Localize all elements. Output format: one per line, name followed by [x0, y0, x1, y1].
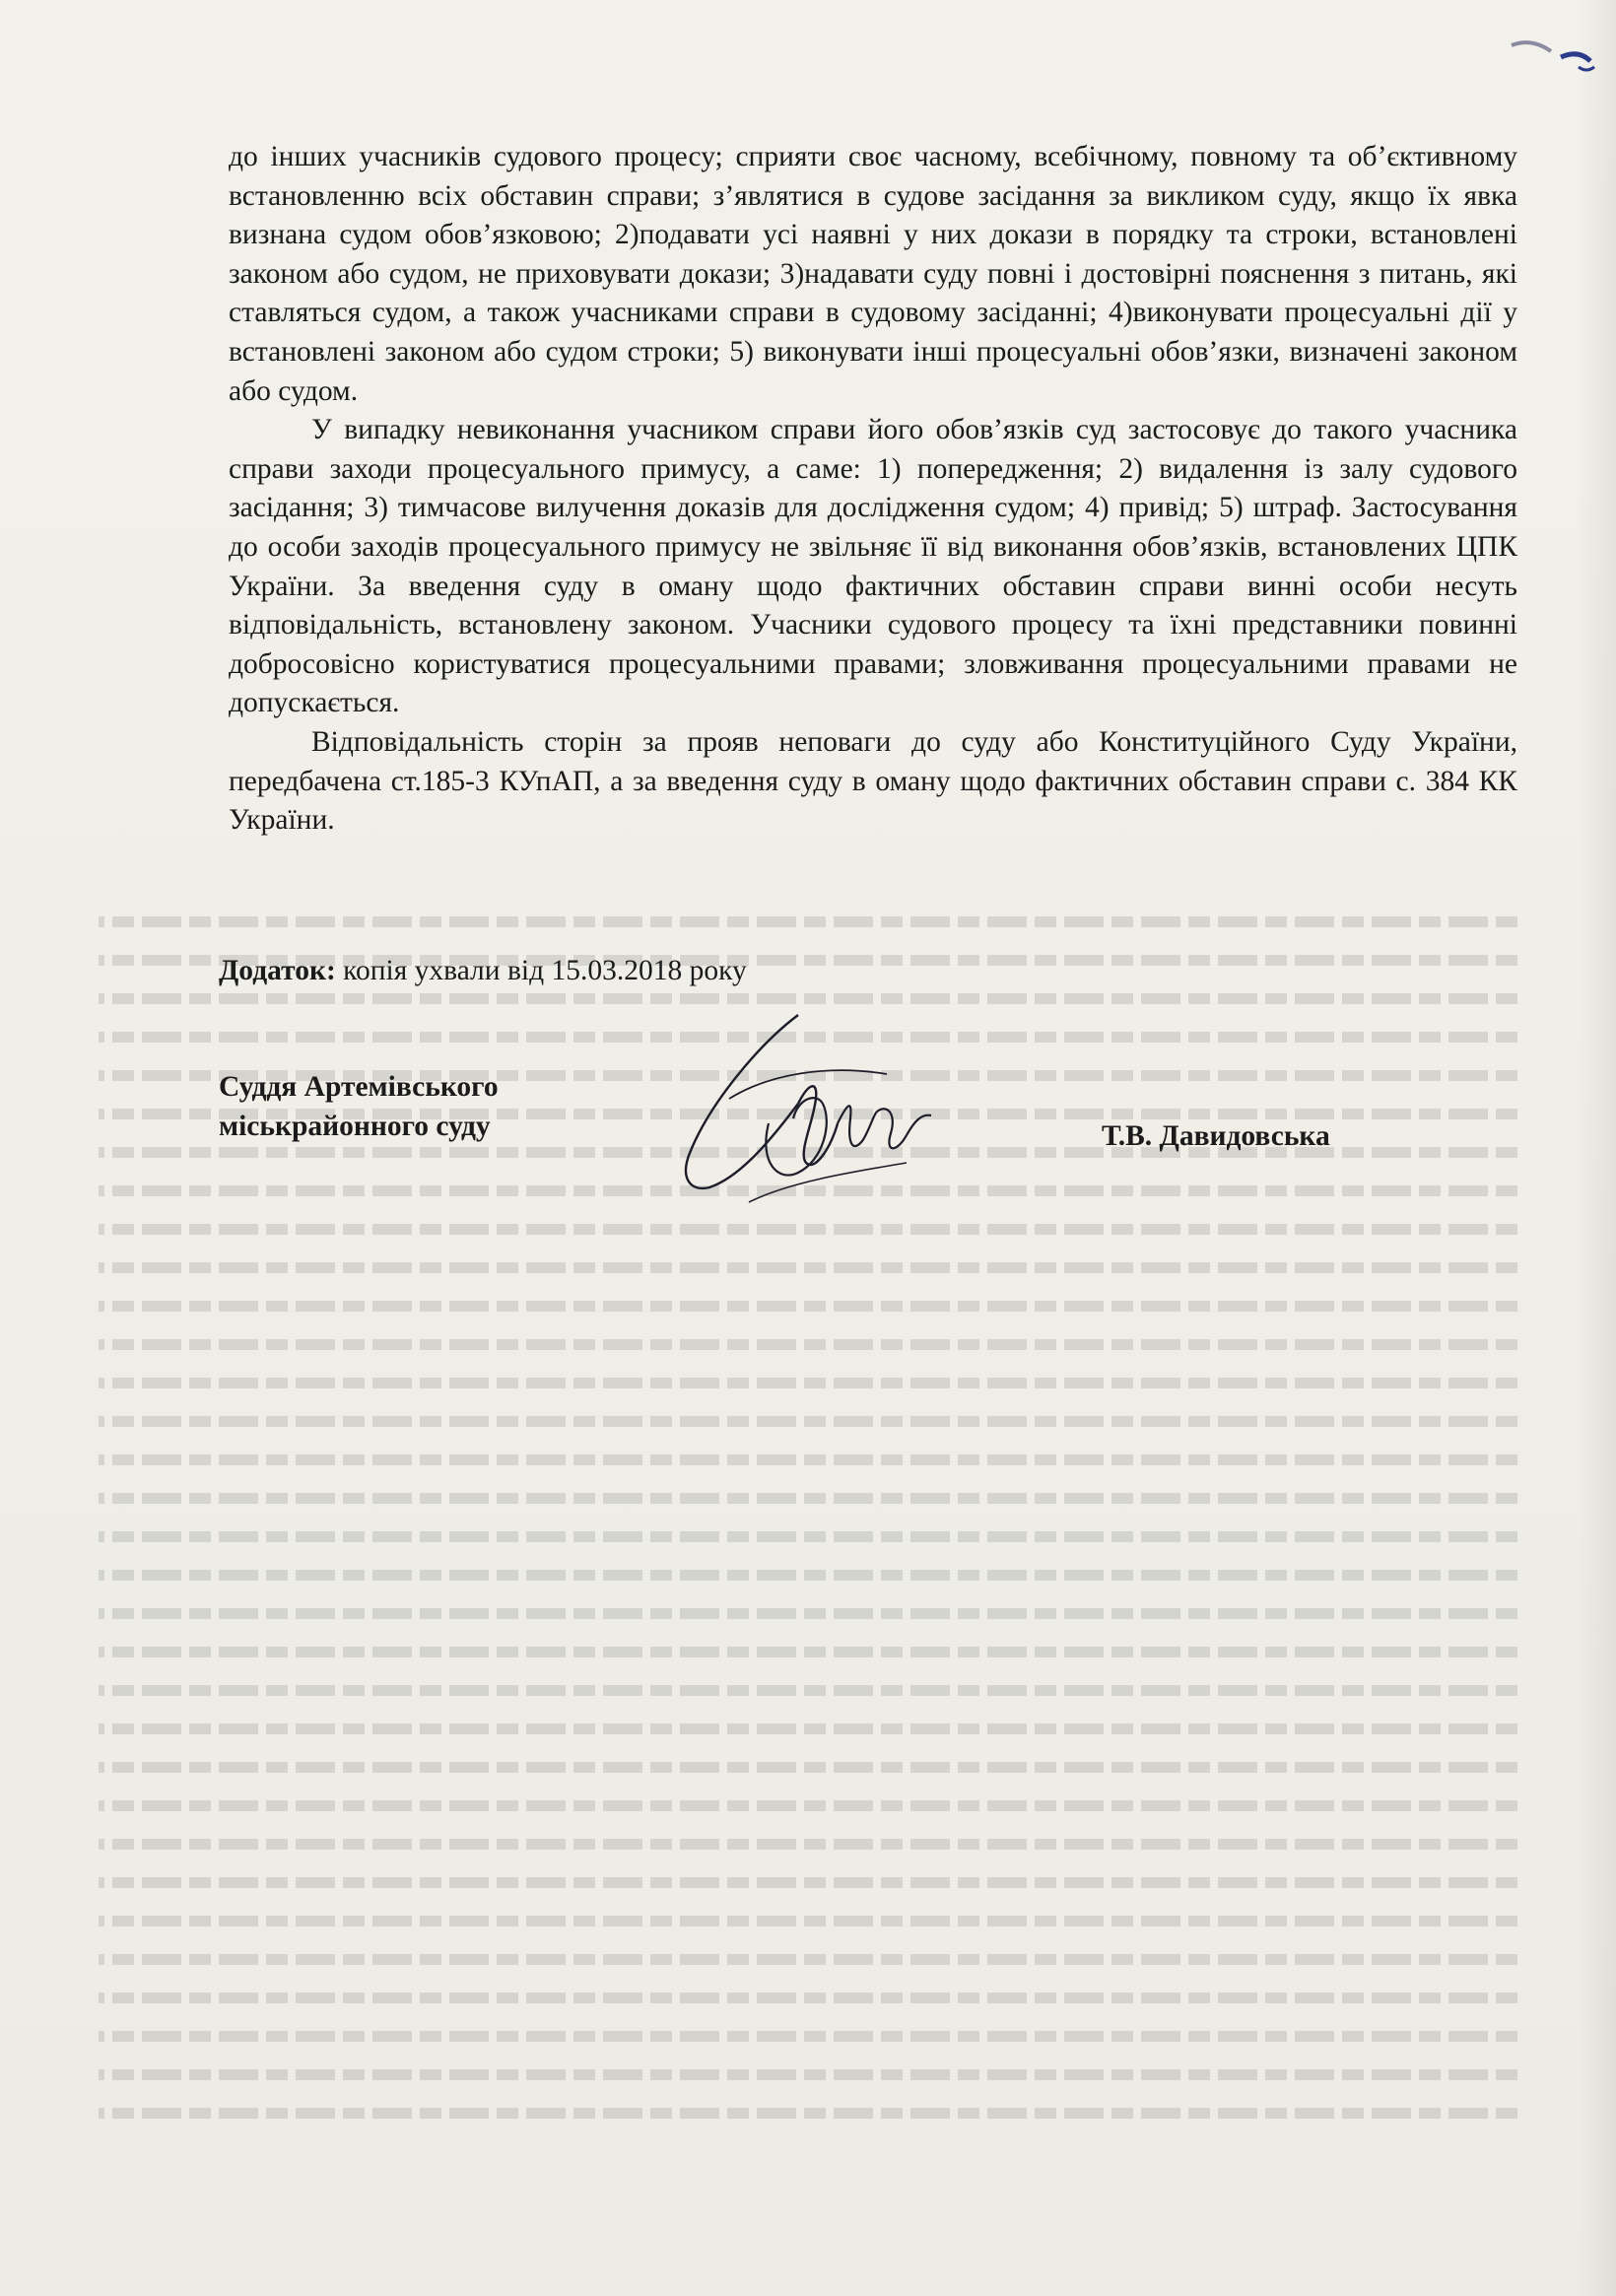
page-edge-shadow	[1577, 0, 1616, 2296]
addendum-label: Додаток:	[219, 955, 336, 986]
judge-title-line-2: міськрайонного суду	[219, 1111, 491, 1142]
document-body	[229, 138, 1517, 841]
judge-name: Т.В. Давидовська	[1102, 1120, 1330, 1152]
paragraph-obligations: до інших учасників судового процесу; сприяти своє часному, всебічному, повному та об’єктивному встановленню всіх обставин справи; з’являтися в судове засідання за викликом суду, якщо їх явка визнана судом обов’язковою; 2)подавати усі наявні у них докази в порядку та строки, встановлені законом або судом, не приховувати докази; 3)надавати суду повні і достовірні пояснення з питань, які ставляться судом, а також учасниками справи в судовому засіданні; 4)виконувати процесуальні дії у встановлені законом або судом строки; 5) виконувати інші процесуальні обов’язки, визначені законом або судом.	[229, 141, 1517, 407]
addendum-line	[219, 951, 747, 990]
addendum-text: копія ухвали від 15.03.2018 року	[335, 955, 747, 986]
judge-title-line-1: Суддя Артемівського	[219, 1071, 499, 1103]
paragraph-coercion-measures: У випадку невиконання учасником справи його обов’язків суд застосовує до такого учасника справи заходи процесуального примусу, а саме: 1) попередження; 2) видалення із залу судового засідання; 3) тимчасове вилучення доказів для дослідження судом; 4) привід; 5) штраф. Застосування до особи заходів процесуального примусу не звільняє її від виконання обов’язків, встановлених ЦПК України. За введення суду в оману щодо фактичних обставин справи винні особи несуть відповідальність, встановлену законом. Учасники судового процесу та їхні представники повинні добросовісно користуватися процесуальними правами; зловживання процесуальними правами не допускається.	[229, 414, 1517, 719]
handwritten-signature	[650, 1005, 966, 1222]
paragraph-liability: Відповідальність сторін за прояв неповаги до суду або Конституційного Суду України, передбачена ст.185-3 КУпАП, а за введення суду в оману щодо фактичних обставин справи с. 384 КК України.	[229, 725, 1517, 837]
judge-title	[219, 1067, 499, 1146]
